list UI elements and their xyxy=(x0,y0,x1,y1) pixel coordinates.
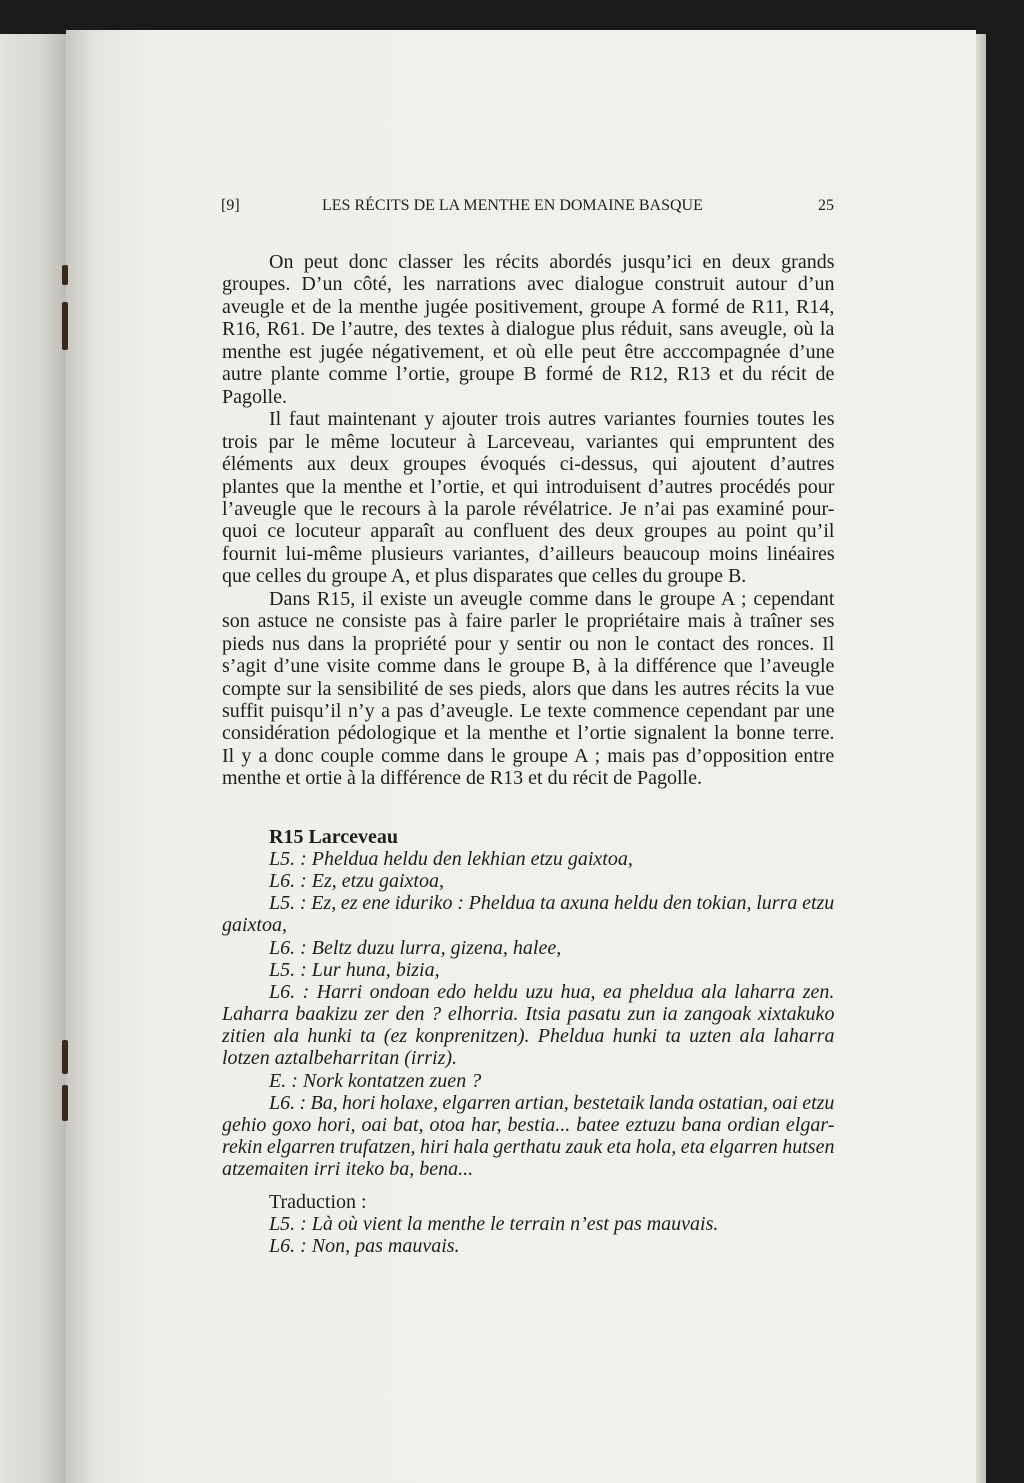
paragraph-line xyxy=(222,610,835,632)
dialogue-line-text: L5. : Ez, ez ene iduriko : Pheldua ta axuna heldu den tokian, lurra etzu xyxy=(269,892,835,915)
paragraph-line-text: menthe et ortie à la différence de R13 et du récit de Pagolle. xyxy=(222,767,702,790)
translation-line xyxy=(269,1235,835,1257)
section-heading xyxy=(269,826,835,848)
paragraph-line xyxy=(222,655,835,677)
binding-thread xyxy=(62,265,68,285)
paragraph-line-text: R16, R61. De l’autre, des textes à dialogue plus réduit, sans aveugle, où la xyxy=(222,318,835,341)
paragraph-line xyxy=(222,273,835,295)
dialogue-line-text: rekin elgarren trufatzen, hiri hala gerthatu zauk eta hola, eta elgarren hutsen xyxy=(222,1135,835,1158)
paragraph-line xyxy=(222,543,835,565)
paragraph-line-text: son astuce ne consiste pas à faire parler le propriétaire mais à traîner ses xyxy=(222,610,835,633)
paragraph-line xyxy=(269,408,835,430)
paragraph-line xyxy=(222,318,835,340)
paragraph-line-text: On peut donc classer les récits abordés jusqu’ici en deux grands xyxy=(269,251,835,273)
dialogue-line xyxy=(269,937,835,959)
dialogue-line-text: L6. : Ez, etzu gaixtoa, xyxy=(269,870,444,893)
dialogue-line xyxy=(222,1158,835,1180)
dialogue-line-text: atzemaiten irri iteko ba, bena... xyxy=(222,1158,474,1181)
paragraph-line-text: s’agit d’une visite comme dans le groupe B, à la différence que l’aveugle xyxy=(222,655,835,678)
dialogue-line-text: L5. : Pheldua heldu den lekhian etzu gaixtoa, xyxy=(269,848,633,870)
paragraph-line xyxy=(222,363,835,385)
paragraph-line-text: Pagolle. xyxy=(222,385,287,408)
dialogue-line xyxy=(269,959,835,981)
dialogue-line-text: zitien ala hunki ta (ez konprenitzen). Pheldua hunki ta uzten ala laharra xyxy=(222,1025,835,1048)
binding-thread xyxy=(62,302,68,350)
paragraph-line-text: l’aveugle que le recours à la parole révélatrice. Je n’ai pas examiné pour- xyxy=(222,497,835,520)
paragraph-line-text: que celles du groupe A, et plus disparates que celles du groupe B. xyxy=(222,565,747,588)
paragraph-line-text: menthe est jugée négativement, et où elle peut être acccompagnée d’une xyxy=(222,340,835,363)
dialogue-line xyxy=(222,1025,835,1047)
paragraph-line-text: considération pédologique et la menthe et l’ortie signalent la bonne terre. xyxy=(222,722,835,745)
paragraph-line-text: pieds nus dans la propriété pour y sentir ou non le contact des ronces. Il xyxy=(222,632,835,655)
dialogue-line-text: L6. : Harri ondoan edo heldu uzu hua, ea pheldua ala laharra zen. xyxy=(269,980,835,1003)
dialogue-line xyxy=(269,848,835,870)
paragraph-line xyxy=(269,588,835,610)
dialogue-line-text: Laharra baakizu zer den ? elhorria. Itsia pasatu zun ia zangoak xixtakuko xyxy=(222,1003,835,1026)
translation-line-text: L5. : Là où vient la menthe le terrain n’est pas mauvais. xyxy=(269,1213,719,1235)
paragraph-line xyxy=(222,476,835,498)
paragraph-line-text: aveugle et de la menthe jugée positivement, groupe A formé de R11, R14, xyxy=(222,295,835,318)
dialogue-line xyxy=(222,1003,835,1025)
paragraph-line xyxy=(222,341,835,363)
paragraph-line xyxy=(222,722,835,744)
page-number: 25 xyxy=(818,197,834,214)
dialogue-line xyxy=(269,981,835,1003)
binding-thread xyxy=(62,1085,68,1121)
paragraph-line xyxy=(222,296,835,318)
dialogue-line xyxy=(222,1047,835,1069)
paragraph-line xyxy=(222,700,835,722)
dialogue-line xyxy=(269,870,835,892)
paragraph-line xyxy=(222,431,835,453)
paragraph-line xyxy=(269,251,835,273)
paragraph-line-text: trois par le même locuteur à Larceveau, variantes qui empruntent des xyxy=(222,430,835,453)
paragraph-line xyxy=(222,678,835,700)
dialogue-line xyxy=(269,1070,835,1092)
dialogue-line-text: E. : Nork kontatzen zuen ? xyxy=(269,1069,482,1092)
paragraph-line-text: Il y a donc couple comme dans le groupe A ; mais pas d’opposition entre xyxy=(222,744,835,767)
dialogue-line-text: L6. : Beltz duzu lurra, gizena, halee, xyxy=(269,936,562,959)
translation-line xyxy=(269,1213,835,1235)
binding-thread xyxy=(62,1040,68,1074)
paragraph-line xyxy=(222,745,835,767)
dialogue-line-text: L5. : Lur huna, bizia, xyxy=(269,958,440,981)
paragraph-line xyxy=(222,767,835,789)
section-heading-text: R15 Larceveau xyxy=(269,826,399,848)
paragraph-line-text: éléments aux deux groupes évoqués ci-dessus, qui ajoutent d’autres xyxy=(222,453,835,476)
dialogue-line xyxy=(222,914,835,936)
page-edge xyxy=(976,34,986,1483)
paragraph-line-text: fournit lui-même plusieurs variantes, d’ailleurs beaucoup moins linéaires xyxy=(222,542,835,565)
translation-line-text: L6. : Non, pas mauvais. xyxy=(269,1235,460,1258)
paragraph-line xyxy=(222,453,835,475)
paragraph-line xyxy=(222,498,835,520)
dialogue-line-text: L6. : Ba, hori holaxe, elgarren artian, bestetaik landa ostatian, oai etzu xyxy=(269,1091,835,1114)
paragraph-line xyxy=(222,386,835,408)
paragraph-line xyxy=(222,565,835,587)
paragraph-line xyxy=(222,520,835,542)
dialogue-line-text: gaixtoa, xyxy=(222,914,287,937)
dialogue-line xyxy=(269,1092,835,1114)
paragraph-line-text: autre plante comme l’ortie, groupe B formé de R12, R13 et du récit de xyxy=(222,363,835,386)
dialogue-line-text: gehio goxo hori, oai bat, otoa har, bestia... batee eztuzu bana ordian elgar- xyxy=(222,1113,835,1136)
paragraph-line-text: plantes que la menthe et l’ortie, et qui introduisent d’autres procédés pour xyxy=(222,475,835,498)
dialogue-line-text: lotzen aztalbeharritan (irriz). xyxy=(222,1047,458,1070)
dialogue-line xyxy=(269,892,835,914)
dialogue-line xyxy=(222,1114,835,1136)
section-number: [9] xyxy=(221,197,240,214)
paragraph-line-text: Dans R15, il existe un aveugle comme dans le groupe A ; cependant xyxy=(269,587,835,610)
running-title: LES RÉCITS DE LA MENTHE EN DOMAINE BASQUE xyxy=(322,197,703,214)
translation-heading-text: Traduction : xyxy=(269,1191,367,1213)
paragraph-line-text: quoi ce locuteur apparaît au confluent des deux groupes au point qu’il xyxy=(222,520,835,543)
translation-heading xyxy=(269,1191,835,1213)
paragraph-line-text: Il faut maintenant y ajouter trois autres variantes fournies toutes les xyxy=(269,408,835,431)
dialogue-line xyxy=(222,1136,835,1158)
paragraph-line xyxy=(222,633,835,655)
paragraph-line-text: suffit puisqu’il n’y a pas d’aveugle. Le texte commence cependant par une xyxy=(222,700,835,722)
paragraph-line-text: groupes. D’un côté, les narrations avec dialogue construit autour d’un xyxy=(222,273,835,296)
paragraph-line-text: compte sur la sensibilité de ses pieds, alors que dans les autres récits la vue xyxy=(222,677,835,700)
facing-page-edge xyxy=(0,34,70,1483)
